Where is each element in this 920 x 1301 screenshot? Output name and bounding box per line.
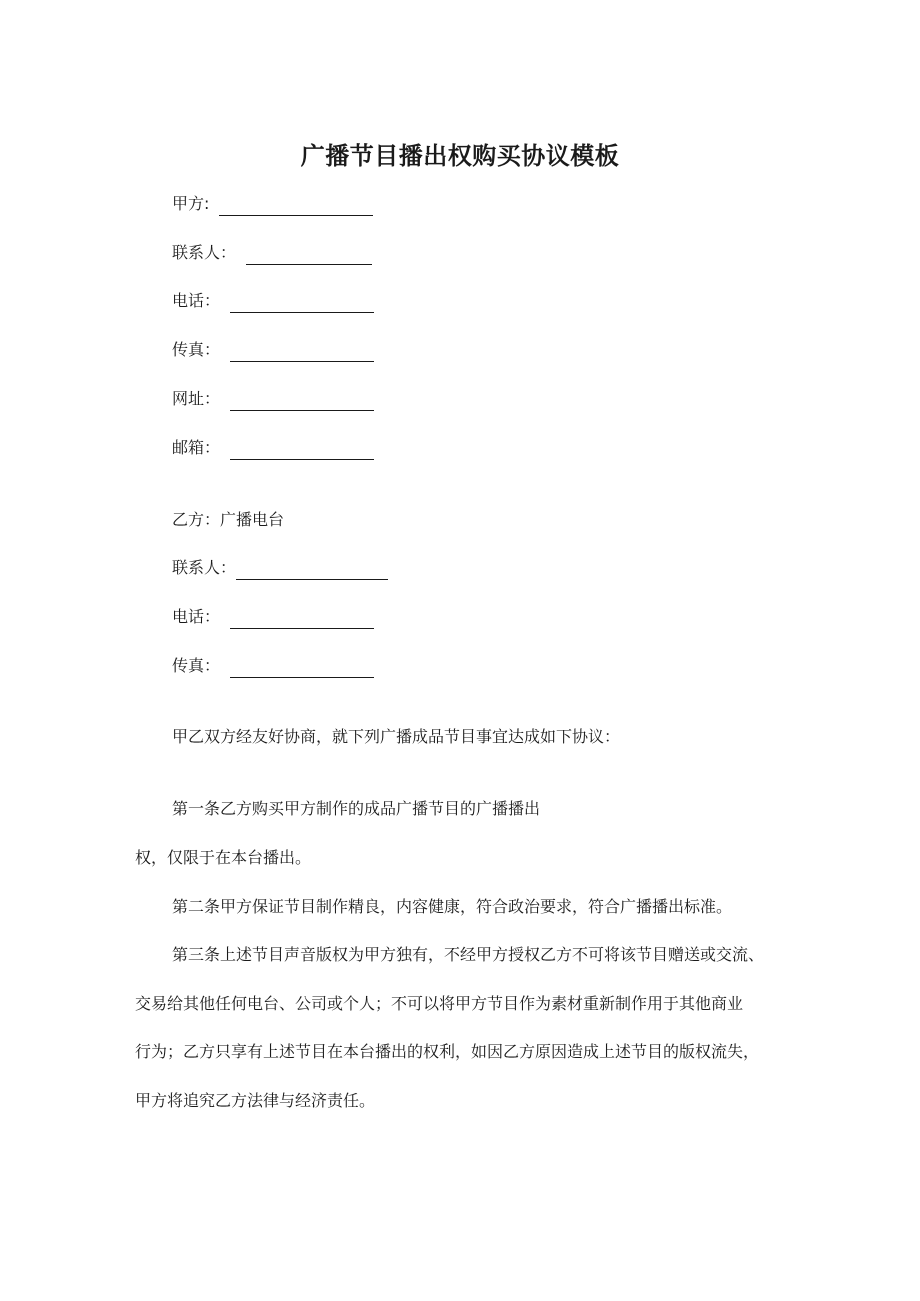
party-b-phone-field — [172, 605, 374, 629]
party-a-label: 甲方: — [172, 194, 210, 213]
party-a-email-blank[interactable] — [230, 441, 374, 460]
party-a-phone-blank[interactable] — [230, 294, 374, 313]
article-2-paragraph: 第二条甲方保证节目制作精良，内容健康，符合政治要求，符合广播播出标准。 — [172, 897, 733, 916]
article-1-line-1: 第一条乙方购买甲方制作的成品广播节目的广播播出 — [172, 799, 541, 818]
party-b-phone-label: 电话： — [172, 607, 221, 626]
article-3-line-4: 甲方将追究乙方法律与经济责任。 — [135, 1091, 376, 1110]
party-a-field — [172, 192, 373, 216]
article-3-line-3: 行为；乙方只享有上述节目在本台播出的权利，如因乙方原因造成上述节目的版权流失， — [135, 1042, 760, 1061]
party-a-contact-field — [172, 241, 372, 265]
party-a-email-field — [172, 436, 374, 460]
intro-paragraph: 甲乙双方经友好协商，就下列广播成品节目事宜达成如下协议： — [172, 727, 621, 746]
party-b-contact-field — [172, 556, 388, 580]
article-3-line-1: 第三条上述节目声音版权为甲方独有，不经甲方授权乙方不可将该节目赠送或交流、 — [172, 945, 765, 964]
party-a-contact-blank[interactable] — [246, 246, 372, 265]
party-a-fax-field — [172, 338, 374, 362]
party-b-fax-field — [172, 654, 374, 678]
party-b-phone-blank[interactable] — [230, 610, 374, 629]
party-a-phone-field — [172, 289, 374, 313]
party-b-line: 乙方：广播电台 — [172, 510, 285, 529]
party-b-fax-blank[interactable] — [230, 659, 374, 678]
party-a-fax-blank[interactable] — [230, 343, 374, 362]
party-a-website-label: 网址： — [172, 389, 221, 408]
party-a-blank[interactable] — [219, 197, 373, 216]
party-b-contact-label: 联系人： — [172, 558, 237, 577]
article-3-line-2: 交易给其他任何电台、公司或个人；不可以将甲方节目作为素材重新制作用于其他商业 — [135, 994, 744, 1013]
party-b-contact-blank[interactable] — [236, 561, 388, 580]
party-a-fax-label: 传真： — [172, 340, 221, 359]
party-a-website-field — [172, 387, 374, 411]
party-a-email-label: 邮箱： — [172, 438, 221, 457]
party-a-contact-label: 联系人： — [172, 243, 237, 262]
party-a-phone-label: 电话： — [172, 291, 221, 310]
article-1-line-2: 权，仅限于在本台播出。 — [135, 848, 312, 867]
party-b-fax-label: 传真： — [172, 656, 221, 675]
document-title: 广播节目播出权购买协议模板 — [300, 142, 620, 170]
party-a-website-blank[interactable] — [230, 392, 374, 411]
